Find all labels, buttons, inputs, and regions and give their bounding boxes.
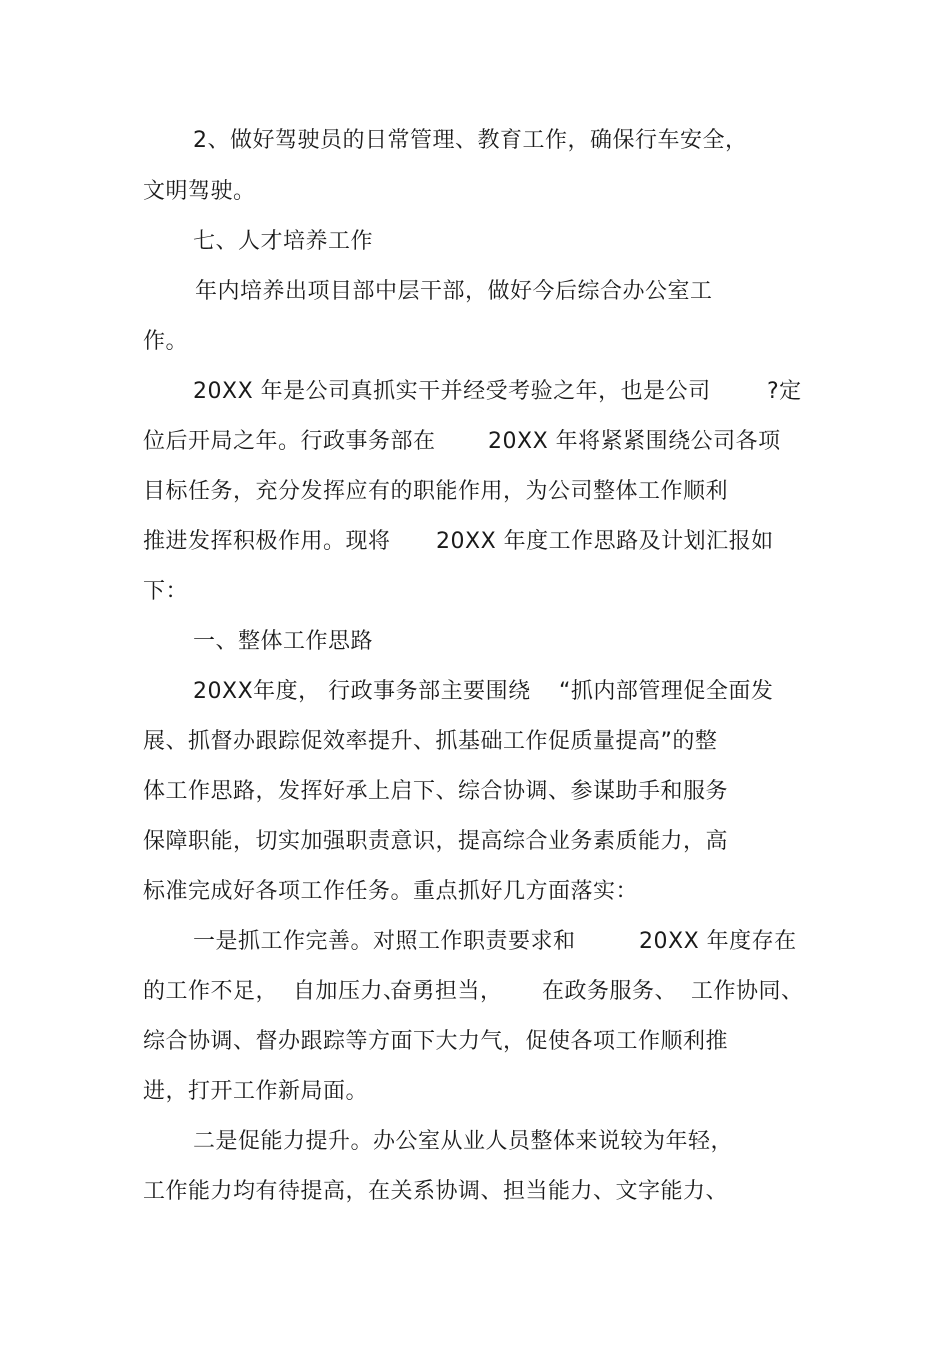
- text-segment: 20XX年度， 行政事务部主要围绕: [193, 679, 531, 704]
- section-heading: 七、人才培养工作: [193, 229, 374, 254]
- text-line: 展、抓督办跟踪促效率提升、抓基础工作促质量提高”的整: [143, 729, 718, 754]
- text-segment: 的工作不足，: [143, 979, 279, 1004]
- text-segment: 一是抓工作完善。对照工作职责要求和: [193, 929, 576, 954]
- text-segment: 20XX 年是公司真抓实干并经受考验之年，也是公司: [193, 379, 711, 404]
- text-line: 目标任务，充分发挥应有的职能作用，为公司整体工作顺利: [143, 479, 729, 504]
- text-line: 保障职能，切实加强职责意识，提高综合业务素质能力，高: [143, 829, 729, 854]
- text-line: 2、做好驾驶员的日常管理、教育工作，确保行车安全，: [193, 128, 748, 153]
- text-segment: ?定: [767, 379, 802, 404]
- text-segment: 自加压力、: [293, 979, 406, 1004]
- text-segment: 在政务服务、: [542, 979, 678, 1004]
- text-line: 作。: [143, 329, 189, 354]
- text-line: 二是促能力提升。办公室从业人员整体来说较为年轻，: [193, 1129, 734, 1154]
- text-line: 体工作思路，发挥好承上启下、综合协调、参谋助手和服务: [143, 779, 729, 804]
- text-segment: 20XX 年度工作思路及计划汇报如: [436, 529, 774, 554]
- text-line: 进，打开工作新局面。: [143, 1079, 369, 1104]
- text-segment: 20XX 年将紧紧围绕公司各项: [488, 429, 781, 454]
- text-segment: 位后开局之年。行政事务部在: [143, 429, 436, 454]
- text-line: 年内培养出项目部中层干部，做好今后综合办公室工: [195, 279, 713, 304]
- text-line: 综合协调、督办跟踪等方面下大力气，促使各项工作顺利推: [143, 1029, 729, 1054]
- text-line: 工作能力均有待提高，在关系协调、担当能力、文字能力、: [143, 1179, 729, 1204]
- text-segment: 奋勇担当，: [390, 979, 503, 1004]
- text-segment: 20XX 年度存在: [639, 929, 797, 954]
- text-segment: “抓内部管理促全面发: [559, 679, 774, 704]
- text-line: 标准完成好各项工作任务。重点抓好几方面落实：: [143, 879, 639, 904]
- text-segment: 推进发挥积极作用。现将: [143, 529, 391, 554]
- text-line: 文明驾驶。: [143, 179, 256, 204]
- text-line: 下：: [143, 579, 189, 604]
- section-heading: 一、整体工作思路: [193, 629, 374, 654]
- text-segment: 工作协同、: [691, 979, 804, 1004]
